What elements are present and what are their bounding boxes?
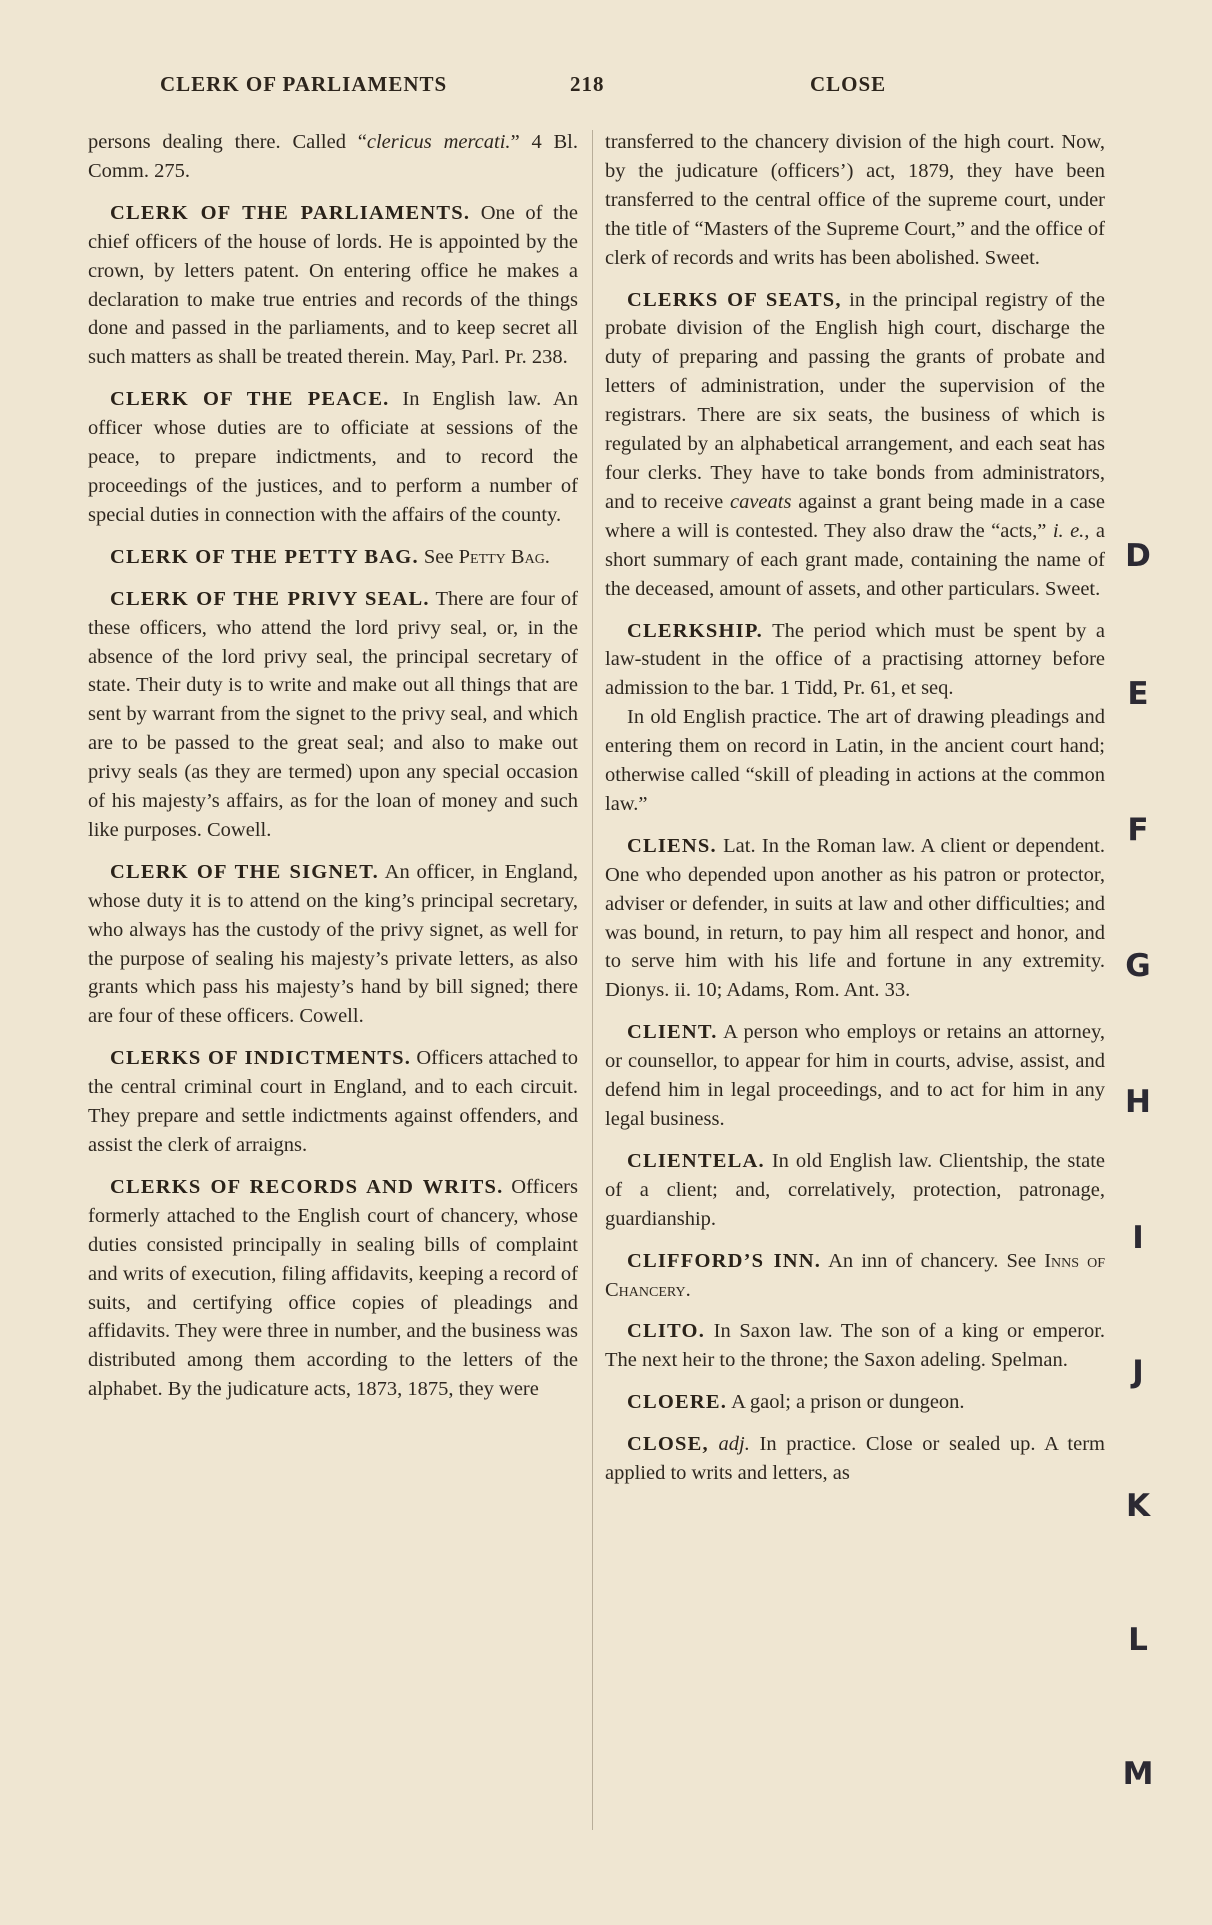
dictionary-entry: [88, 858, 578, 1031]
definition: Officers formerly attached to the English court of chancery, whose duties consisted principally in sealing bills of complaint and writs of execution, filing affidavits, keeping a record of suits, and certifying office copies of pleadings and affidavits. They were three in number, and the business was distributed among them according to the letters of the alphabet. By the judicature acts, 1873, 1875, they were: [88, 1175, 578, 1401]
thumb-index: [1118, 0, 1178, 1925]
dictionary-entry: [88, 585, 578, 845]
definition: The period which must be spent by a law-student in the office of a practising attorney before admission to the bar. 1 Tidd, Pr. 61, et seq.: [605, 619, 1105, 700]
running-head-right: CLOSE: [810, 72, 887, 96]
headword: CLERK OF THE PARLIAMENTS.: [110, 201, 471, 224]
headword: CLERK OF THE SIGNET.: [110, 860, 379, 883]
headword: CLITO.: [627, 1320, 706, 1343]
dictionary-entry: [88, 199, 578, 372]
definition: In practice. Close or sealed up. A term applied to writs and letters, as: [605, 1433, 1105, 1485]
sub-definition: In old English practice. The art of drawing pleadings and entering them on record in Latin, in the ancient court hand; otherwise called “skill of pleading in actions at the common law.”: [605, 706, 1105, 815]
thumb-tab-m[interactable]: M: [1122, 1756, 1154, 1792]
cross-reference: Inns of Chancery.: [605, 1249, 1106, 1301]
dictionary-entry: [605, 1388, 1105, 1417]
definition: In old English law. Clientship, the state of a client; and, correlatively, protection, patronage, guardianship.: [605, 1149, 1105, 1230]
definition: Officers attached to the central criminal court in England, and to each circuit. They prepare and settle indictments against offenders, and assist the clerk of arraigns.: [88, 1047, 578, 1156]
headword: CLERKSHIP.: [627, 619, 763, 642]
headword: CLERKS OF INDICTMENTS.: [110, 1047, 412, 1070]
running-head-left: CLERK OF PARLIAMENTS: [160, 72, 448, 96]
thumb-tab-f[interactable]: F: [1127, 812, 1149, 848]
dictionary-entry: CLOSE, adj. In practice. Close or sealed up. A term applied to writs and letters, as: [605, 1433, 1105, 1485]
dictionary-entry: [88, 385, 578, 530]
dictionary-entry: [605, 1247, 1105, 1305]
definition: There are four of these officers, who attend the lord privy seal, or, in the absence of the lord privy seal, the principal secretary of state. Their duty is to write and make out all things that are sent by warrant from the signet to the privy seal, and which are to be passed to the great seal; and also to make out privy seals (as they are termed) upon any special occasion of his majesty’s affairs, as for the loan of money and such like purposes. Cowell.: [88, 587, 578, 841]
headword: CLOERE.: [627, 1391, 728, 1414]
dictionary-entry: [605, 832, 1105, 1005]
headword: CLERK OF THE PETTY BAG.: [110, 545, 419, 568]
headword: CLOSE,: [627, 1433, 709, 1456]
definition: In Saxon law. The son of a king or emperor. The next heir to the throne; the Saxon adeling. Spelman.: [605, 1320, 1106, 1372]
dictionary-entry: [88, 1173, 578, 1404]
headword: CLIENS.: [627, 834, 717, 857]
definition: An officer, in England, whose duty it is to attend on the king’s principal secretary, who always has the custody of the privy signet, as well for the purpose of sealing his majesty’s private letters, as also grants which pass his majesty’s hand by bill signed; there are four of these officers. Cowell.: [88, 860, 579, 1028]
thumb-tab-g[interactable]: G: [1125, 948, 1151, 984]
definition: A gaol; a prison or dungeon.: [731, 1391, 965, 1414]
thumb-tab-d[interactable]: D: [1125, 538, 1151, 574]
definition: An inn of chancery. See: [828, 1249, 1037, 1272]
dictionary-entry: [605, 1018, 1105, 1134]
dictionary-entry: [88, 543, 578, 572]
thumb-tab-e[interactable]: E: [1127, 676, 1149, 712]
column-divider: [592, 130, 593, 1830]
dictionary-entry: [88, 1044, 578, 1160]
headword: CLIFFORD’S INN.: [627, 1249, 822, 1272]
definition: See: [423, 545, 454, 568]
headword: CLERKS OF SEATS,: [627, 288, 842, 311]
running-head: [0, 72, 1212, 102]
headword: CLERK OF THE PRIVY SEAL.: [110, 587, 430, 610]
left-column: [88, 128, 578, 1417]
headword: CLERKS OF RECORDS AND WRITS.: [110, 1175, 504, 1198]
headword: CLIENTELA.: [627, 1149, 765, 1172]
continuation-text: persons dealing there. Called “clericus mercati.” 4 Bl. Comm. 275.: [88, 131, 578, 182]
thumb-tab-k[interactable]: K: [1125, 1488, 1151, 1524]
dictionary-entry: [605, 1147, 1105, 1234]
dictionary-entry: [605, 1317, 1105, 1375]
right-column: [605, 128, 1105, 1501]
thumb-tab-l[interactable]: L: [1128, 1622, 1148, 1658]
cross-reference: Petty Bag.: [458, 545, 550, 568]
thumb-tab-h[interactable]: H: [1125, 1084, 1151, 1120]
definition: A person who employs or retains an attorney, or counsellor, to appear for him in courts, advise, assist, and defend him in legal proceedings, and to act for him in any legal business.: [605, 1021, 1105, 1130]
dictionary-entry: CLERKS OF SEATS, in the principal registry of the probate division of the English high court, discharge the duty of preparing and passing the grants of probate and letters of administration, under the supervision of the registrars. There are six seats, the business of which is regulated by an alphabetical arrangement, and each seat has four clerks. They have to take bonds from administrators, and to receive caveats against a grant being made in a case where a will is contested. They also draw the “acts,” i. e., a short summary of each grant made, containing the name of the deceased, amount of assets, and other particulars. Sweet.: [605, 288, 1105, 600]
definition: One of the chief officers of the house of lords. He is appointed by the crown, by letters patent. On entering office he makes a declaration to make true entries and records of the things done and passed in the parliaments, and to keep secret all such matters as shall be treated therein. May, Parl. Pr. 238.: [88, 201, 578, 369]
definition: Lat. In the Roman law. A client or dependent. One who depended upon another as his patron or protector, adviser or defender, in suits at law and other difficulties; and was bound, in return, to pay him all respect and honor, and to serve him with his life and fortune in any extremity. Dionys. ii. 10; Adams, Rom. Ant. 33.: [605, 834, 1106, 1002]
continuation-text: transferred to the chancery division of the high court. Now, by the judicature (officers’) act, 1879, they have been transferred to the central office of the supreme court, under the title of “Masters of the Supreme Court,” and the office of clerk of records and writs has been abolished. Sweet.: [605, 131, 1105, 269]
headword: CLIENT.: [627, 1021, 718, 1044]
page-number: 218: [570, 72, 605, 96]
thumb-tab-i[interactable]: I: [1132, 1220, 1144, 1256]
headword: CLERK OF THE PEACE.: [110, 388, 390, 411]
dictionary-entry: [605, 617, 1105, 819]
definition: In English law. An officer whose duties are to officiate at sessions of the peace, to prepare indictments, and to record the proceedings of the justices, and to perform a number of special duties in connection with the affairs of the county.: [88, 388, 578, 526]
thumb-tab-j[interactable]: J: [1132, 1354, 1144, 1390]
